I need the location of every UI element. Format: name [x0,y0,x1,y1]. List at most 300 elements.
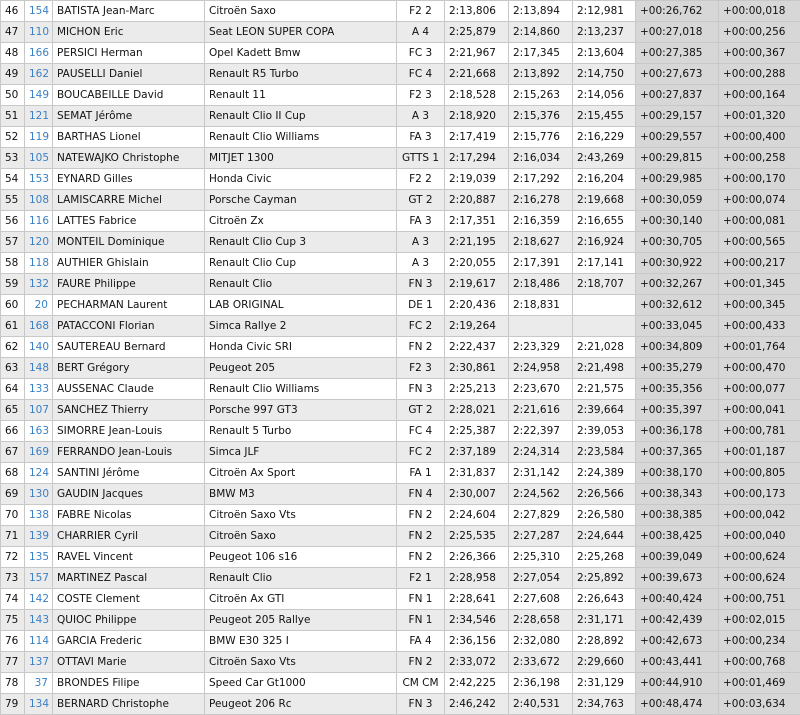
time-3-cell: 2:26,643 [573,589,636,610]
time-3-cell: 2:25,268 [573,547,636,568]
class-cell: FN 2 [397,337,445,358]
car-model-cell: Citroën Saxo Vts [205,652,397,673]
car-number-cell [25,232,53,253]
position-cell: 68 [1,463,25,484]
time-1-cell: 2:13,806 [445,1,509,22]
time-1-cell: 2:37,189 [445,442,509,463]
driver-name-cell: BARTHAS Lionel [53,127,205,148]
time-1-cell: 2:28,641 [445,589,509,610]
driver-name-cell: NATEWAJKO Christophe [53,148,205,169]
car-model-cell: Renault R5 Turbo [205,64,397,85]
time-1-cell: 2:24,604 [445,505,509,526]
position-cell: 51 [1,106,25,127]
car-number-cell [25,169,53,190]
gap-leader-cell: +00:38,385 [636,505,719,526]
table-row [1,631,800,652]
car-number-link[interactable]: 119 [29,131,49,143]
car-number-link[interactable]: 137 [29,656,49,668]
car-number-link[interactable]: 154 [29,5,49,17]
class-cell: FA 1 [397,463,445,484]
position-cell: 59 [1,274,25,295]
time-3-cell: 2:43,269 [573,148,636,169]
position-cell: 64 [1,379,25,400]
car-model-cell: Peugeot 106 s16 [205,547,397,568]
class-cell: FC 3 [397,43,445,64]
class-cell: FA 4 [397,631,445,652]
car-model-cell: LAB ORIGINAL [205,295,397,316]
class-cell: F2 2 [397,169,445,190]
gap-previous-cell: +00:00,624 [719,547,800,568]
time-3-cell [573,295,636,316]
position-cell: 65 [1,400,25,421]
time-2-cell: 2:24,562 [509,484,573,505]
car-number-link[interactable]: 107 [29,404,49,416]
time-2-cell: 2:16,034 [509,148,573,169]
car-number-link[interactable]: 153 [29,173,49,185]
time-2-cell: 2:18,627 [509,232,573,253]
car-number-cell [25,274,53,295]
driver-name-cell: PAUSELLI Daniel [53,64,205,85]
car-model-cell: Citroën Zx [205,211,397,232]
time-3-cell: 2:13,237 [573,22,636,43]
car-model-cell: Peugeot 206 Rc [205,694,397,715]
gap-previous-cell: +00:00,041 [719,400,800,421]
car-model-cell: BMW M3 [205,484,397,505]
table-row [1,1,800,22]
time-3-cell [573,316,636,337]
car-number-link[interactable]: 140 [29,341,49,353]
gap-previous-cell: +00:00,367 [719,43,800,64]
gap-previous-cell: +00:00,433 [719,316,800,337]
car-model-cell: Renault Clio II Cup [205,106,397,127]
car-number-link[interactable]: 138 [29,509,49,521]
time-1-cell: 2:22,437 [445,337,509,358]
car-number-link[interactable]: 118 [29,257,49,269]
class-cell: FC 2 [397,316,445,337]
car-number-link[interactable]: 121 [29,110,49,122]
class-cell: GT 2 [397,400,445,421]
gap-leader-cell: +00:26,762 [636,1,719,22]
gap-previous-cell: +00:00,258 [719,148,800,169]
time-3-cell: 2:13,604 [573,43,636,64]
time-2-cell: 2:15,776 [509,127,573,148]
driver-name-cell: GAUDIN Jacques [53,484,205,505]
class-cell: F2 1 [397,568,445,589]
time-3-cell: 2:16,204 [573,169,636,190]
time-1-cell: 2:17,351 [445,211,509,232]
time-1-cell: 2:19,617 [445,274,509,295]
time-2-cell: 2:22,397 [509,421,573,442]
class-cell: A 4 [397,22,445,43]
time-2-cell: 2:32,080 [509,631,573,652]
car-model-cell: Opel Kadett Bmw [205,43,397,64]
car-number-link[interactable]: 168 [29,320,49,332]
car-model-cell: Renault Clio Williams [205,379,397,400]
car-model-cell: Simca Rallye 2 [205,316,397,337]
class-cell: FA 3 [397,211,445,232]
table-row [1,463,800,484]
position-cell: 58 [1,253,25,274]
position-cell: 52 [1,127,25,148]
gap-leader-cell: +00:38,425 [636,526,719,547]
time-1-cell: 2:42,225 [445,673,509,694]
time-1-cell: 2:36,156 [445,631,509,652]
car-number-cell [25,442,53,463]
car-number-cell [25,568,53,589]
driver-name-cell: PATACCONI Florian [53,316,205,337]
car-number-link[interactable]: 114 [29,635,49,647]
class-cell: FC 4 [397,421,445,442]
car-number-link[interactable]: 108 [29,194,49,206]
class-cell: FC 2 [397,442,445,463]
car-model-cell: BMW E30 325 I [205,631,397,652]
car-number-link[interactable]: 169 [29,446,49,458]
driver-name-cell: MICHON Eric [53,22,205,43]
car-model-cell: Renault 11 [205,85,397,106]
time-2-cell: 2:18,831 [509,295,573,316]
time-2-cell: 2:24,314 [509,442,573,463]
car-model-cell: Renault Clio Cup [205,253,397,274]
car-number-link[interactable]: 120 [29,236,49,248]
car-number-cell [25,295,53,316]
time-2-cell: 2:13,892 [509,64,573,85]
gap-previous-cell: +00:00,288 [719,64,800,85]
car-number-link[interactable]: 149 [29,89,49,101]
car-number-cell [25,526,53,547]
driver-name-cell: BERNARD Christophe [53,694,205,715]
gap-previous-cell: +00:00,170 [719,169,800,190]
table-row [1,484,800,505]
time-2-cell [509,316,573,337]
gap-previous-cell: +00:01,764 [719,337,800,358]
table-row [1,169,800,190]
car-number-cell [25,127,53,148]
position-cell: 74 [1,589,25,610]
car-model-cell: Porsche 997 GT3 [205,400,397,421]
driver-name-cell: MARTINEZ Pascal [53,568,205,589]
time-1-cell: 2:20,055 [445,253,509,274]
gap-previous-cell: +00:00,751 [719,589,800,610]
car-model-cell: Citroën Saxo [205,526,397,547]
gap-previous-cell: +00:01,187 [719,442,800,463]
time-3-cell: 2:26,580 [573,505,636,526]
gap-leader-cell: +00:39,673 [636,568,719,589]
car-number-link[interactable]: 105 [29,152,49,164]
gap-leader-cell: +00:42,673 [636,631,719,652]
time-1-cell: 2:25,213 [445,379,509,400]
gap-leader-cell: +00:30,059 [636,190,719,211]
driver-name-cell: RAVEL Vincent [53,547,205,568]
gap-leader-cell: +00:27,385 [636,43,719,64]
results-body [1,1,800,715]
class-cell: F2 2 [397,1,445,22]
position-cell: 72 [1,547,25,568]
car-number-link[interactable]: 37 [35,677,48,689]
gap-leader-cell: +00:42,439 [636,610,719,631]
position-cell: 49 [1,64,25,85]
gap-previous-cell: +00:00,173 [719,484,800,505]
time-2-cell: 2:25,310 [509,547,573,568]
class-cell: GTTS 1 [397,148,445,169]
time-1-cell: 2:46,242 [445,694,509,715]
time-3-cell: 2:28,892 [573,631,636,652]
driver-name-cell: SANCHEZ Thierry [53,400,205,421]
car-number-cell [25,106,53,127]
gap-previous-cell: +00:02,015 [719,610,800,631]
car-number-cell [25,64,53,85]
car-number-cell [25,43,53,64]
table-row [1,694,800,715]
driver-name-cell: SAUTEREAU Bernard [53,337,205,358]
car-number-link[interactable]: 116 [29,215,49,227]
car-model-cell: Speed Car Gt1000 [205,673,397,694]
gap-previous-cell: +00:00,040 [719,526,800,547]
car-model-cell: Renault Clio [205,274,397,295]
driver-name-cell: SIMORRE Jean-Louis [53,421,205,442]
car-number-cell [25,253,53,274]
car-number-cell [25,673,53,694]
position-cell: 66 [1,421,25,442]
time-2-cell: 2:24,958 [509,358,573,379]
gap-leader-cell: +00:48,474 [636,694,719,715]
car-number-link[interactable]: 130 [29,488,49,500]
class-cell: FN 4 [397,484,445,505]
time-1-cell: 2:21,967 [445,43,509,64]
position-cell: 73 [1,568,25,589]
time-3-cell: 2:14,750 [573,64,636,85]
time-3-cell: 2:26,566 [573,484,636,505]
position-cell: 60 [1,295,25,316]
time-1-cell: 2:31,837 [445,463,509,484]
time-3-cell: 2:39,664 [573,400,636,421]
car-model-cell: MITJET 1300 [205,148,397,169]
time-3-cell: 2:31,129 [573,673,636,694]
car-number-cell [25,337,53,358]
time-3-cell: 2:16,924 [573,232,636,253]
table-row [1,379,800,400]
position-cell: 79 [1,694,25,715]
gap-previous-cell: +00:00,400 [719,127,800,148]
gap-previous-cell: +00:00,164 [719,85,800,106]
car-number-link[interactable]: 132 [29,278,49,290]
car-number-cell [25,463,53,484]
gap-previous-cell: +00:00,042 [719,505,800,526]
driver-name-cell: PECHARMAN Laurent [53,295,205,316]
time-3-cell: 2:39,053 [573,421,636,442]
position-cell: 61 [1,316,25,337]
table-row [1,652,800,673]
position-cell: 78 [1,673,25,694]
gap-previous-cell: +00:00,624 [719,568,800,589]
driver-name-cell: SEMAT Jérôme [53,106,205,127]
car-number-cell [25,148,53,169]
gap-leader-cell: +00:27,018 [636,22,719,43]
time-3-cell: 2:14,056 [573,85,636,106]
table-row [1,127,800,148]
class-cell: FN 1 [397,589,445,610]
driver-name-cell: LATTES Fabrice [53,211,205,232]
class-cell: FN 1 [397,610,445,631]
time-3-cell: 2:29,660 [573,652,636,673]
class-cell: A 3 [397,253,445,274]
position-cell: 55 [1,190,25,211]
position-cell: 48 [1,43,25,64]
car-model-cell: Seat LEON SUPER COPA [205,22,397,43]
car-number-cell [25,400,53,421]
car-model-cell: Porsche Cayman [205,190,397,211]
car-number-link[interactable]: 157 [29,572,49,584]
time-1-cell: 2:25,879 [445,22,509,43]
time-3-cell: 2:21,498 [573,358,636,379]
time-1-cell: 2:21,195 [445,232,509,253]
gap-leader-cell: +00:30,922 [636,253,719,274]
gap-previous-cell: +00:00,781 [719,421,800,442]
gap-leader-cell: +00:35,279 [636,358,719,379]
car-number-cell [25,694,53,715]
driver-name-cell: FERRANDO Jean-Louis [53,442,205,463]
car-number-cell [25,1,53,22]
table-row [1,358,800,379]
car-model-cell: Honda Civic SRI [205,337,397,358]
class-cell: FN 3 [397,694,445,715]
driver-name-cell: FAURE Philippe [53,274,205,295]
table-row [1,43,800,64]
car-number-link[interactable]: 110 [29,26,49,38]
time-2-cell: 2:23,670 [509,379,573,400]
driver-name-cell: OTTAVI Marie [53,652,205,673]
class-cell: FC 4 [397,64,445,85]
time-2-cell: 2:33,672 [509,652,573,673]
car-model-cell: Citroën Saxo [205,1,397,22]
time-1-cell: 2:30,007 [445,484,509,505]
time-1-cell: 2:28,958 [445,568,509,589]
table-row [1,673,800,694]
time-1-cell: 2:34,546 [445,610,509,631]
table-row [1,85,800,106]
gap-leader-cell: +00:38,170 [636,463,719,484]
gap-previous-cell: +00:00,470 [719,358,800,379]
gap-previous-cell: +00:00,074 [719,190,800,211]
driver-name-cell: AUTHIER Ghislain [53,253,205,274]
time-3-cell: 2:16,229 [573,127,636,148]
car-number-link[interactable]: 124 [29,467,49,479]
time-2-cell: 2:14,860 [509,22,573,43]
time-3-cell: 2:16,655 [573,211,636,232]
driver-name-cell: BATISTA Jean-Marc [53,1,205,22]
car-number-link[interactable]: 166 [29,47,49,59]
driver-name-cell: PERSICI Herman [53,43,205,64]
time-2-cell: 2:27,287 [509,526,573,547]
car-number-link[interactable]: 139 [29,530,49,542]
gap-leader-cell: +00:27,837 [636,85,719,106]
time-3-cell: 2:21,028 [573,337,636,358]
car-number-link[interactable]: 134 [29,698,49,710]
position-cell: 77 [1,652,25,673]
car-model-cell: Renault Clio Cup 3 [205,232,397,253]
position-cell: 46 [1,1,25,22]
class-cell: FN 2 [397,652,445,673]
class-cell: DE 1 [397,295,445,316]
gap-leader-cell: +00:37,365 [636,442,719,463]
time-2-cell: 2:16,359 [509,211,573,232]
car-number-link[interactable]: 142 [29,593,49,605]
car-number-cell [25,358,53,379]
class-cell: CM CM [397,673,445,694]
table-row [1,526,800,547]
time-1-cell: 2:19,264 [445,316,509,337]
table-row [1,295,800,316]
car-number-cell [25,22,53,43]
gap-leader-cell: +00:29,557 [636,127,719,148]
gap-leader-cell: +00:29,157 [636,106,719,127]
car-model-cell: Simca JLF [205,442,397,463]
gap-previous-cell: +00:00,805 [719,463,800,484]
gap-previous-cell: +00:00,768 [719,652,800,673]
driver-name-cell: EYNARD Gilles [53,169,205,190]
time-2-cell: 2:17,391 [509,253,573,274]
driver-name-cell: BERT Grégory [53,358,205,379]
car-number-cell [25,421,53,442]
gap-leader-cell: +00:44,910 [636,673,719,694]
gap-leader-cell: +00:34,809 [636,337,719,358]
car-number-link[interactable]: 20 [35,299,48,311]
gap-leader-cell: +00:38,343 [636,484,719,505]
car-number-link[interactable]: 148 [29,362,49,374]
gap-leader-cell: +00:43,441 [636,652,719,673]
car-number-link[interactable]: 135 [29,551,49,563]
time-3-cell: 2:18,707 [573,274,636,295]
time-1-cell: 2:17,419 [445,127,509,148]
driver-name-cell: BOUCABEILLE David [53,85,205,106]
time-1-cell: 2:20,436 [445,295,509,316]
time-3-cell: 2:17,141 [573,253,636,274]
position-cell: 75 [1,610,25,631]
car-number-link[interactable]: 163 [29,425,49,437]
gap-leader-cell: +00:30,140 [636,211,719,232]
time-2-cell: 2:18,486 [509,274,573,295]
time-2-cell: 2:17,292 [509,169,573,190]
car-number-cell [25,547,53,568]
gap-previous-cell: +00:01,469 [719,673,800,694]
car-number-link[interactable]: 143 [29,614,49,626]
position-cell: 50 [1,85,25,106]
car-number-cell [25,484,53,505]
gap-leader-cell: +00:32,267 [636,274,719,295]
table-row [1,253,800,274]
class-cell: FN 2 [397,526,445,547]
gap-previous-cell: +00:00,077 [719,379,800,400]
car-number-link[interactable]: 162 [29,68,49,80]
class-cell: FN 3 [397,274,445,295]
gap-leader-cell: +00:29,815 [636,148,719,169]
time-2-cell: 2:13,894 [509,1,573,22]
position-cell: 70 [1,505,25,526]
table-row [1,442,800,463]
gap-previous-cell: +00:03,634 [719,694,800,715]
time-2-cell: 2:27,054 [509,568,573,589]
class-cell: F2 3 [397,85,445,106]
table-row [1,190,800,211]
class-cell: FA 3 [397,127,445,148]
gap-leader-cell: +00:27,673 [636,64,719,85]
car-model-cell: Honda Civic [205,169,397,190]
car-number-link[interactable]: 133 [29,383,49,395]
position-cell: 54 [1,169,25,190]
car-number-cell [25,610,53,631]
table-row [1,568,800,589]
time-2-cell: 2:17,345 [509,43,573,64]
class-cell: F2 3 [397,358,445,379]
